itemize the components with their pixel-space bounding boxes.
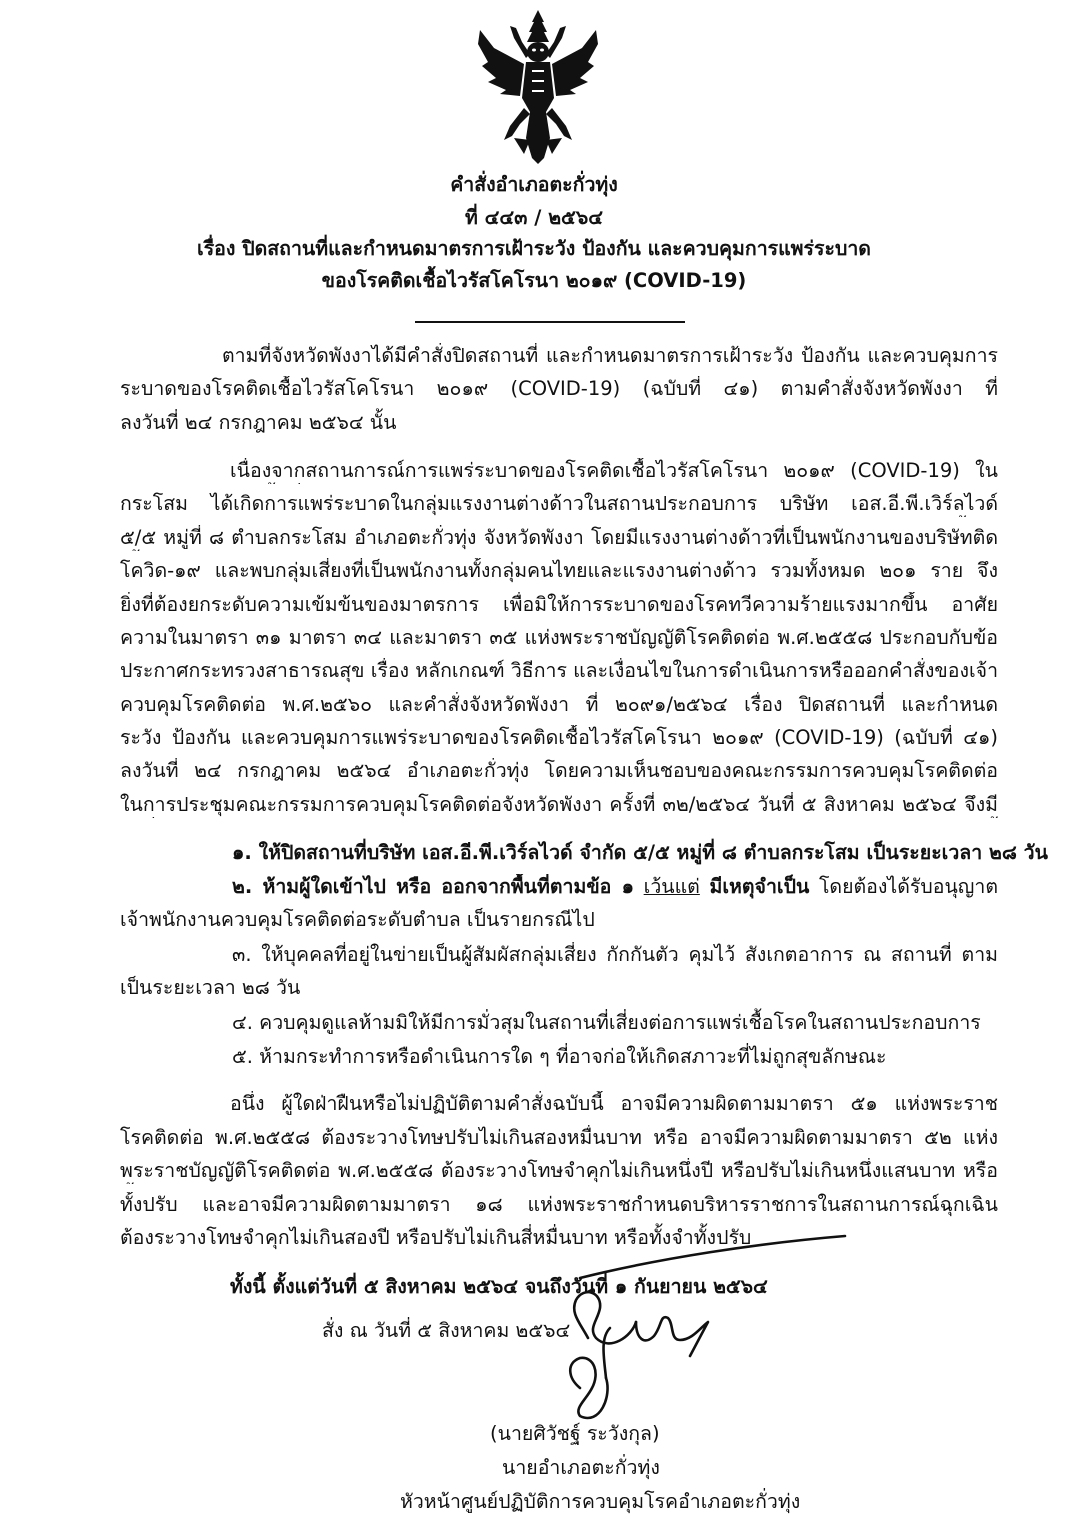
order-item-2-line2: เจ้าพนักงานควบคุมโรคติดต่อระดับตำบล เป็นรายกรณีไป (120, 908, 595, 931)
order-title: คำสั่งอำเภอตะกั่วทุ่ง (450, 173, 618, 196)
handwritten-signature (540, 1228, 860, 1428)
paragraph2-line: ๕/๕ หมู่ที่ ๘ ตำบลกระโสม อำเภอตะกั่วทุ่ง จังหวัดพังงา โดยมีแรงงานต่างด้าวที่เป็นพนักงานของบริษัทติด (120, 526, 998, 549)
penalty-line: ทั้งปรับ และอาจมีความผิดตามมาตรา ๑๘ แห่งพระราชกำหนดบริหารราชการในสถานการณ์ฉุกเฉิน (120, 1193, 998, 1216)
penalty-line: พระราชบัญญัติโรคติดต่อ พ.ศ.๒๕๕๘ ต้องระวางโทษจำคุกไม่เกินหนึ่งปี หรือปรับไม่เกินหนึ่งแสนบาท หรือ (120, 1159, 998, 1182)
signatory-name: (นายศิวัชฐ์ ระวังกุล) (490, 1422, 660, 1445)
paragraph2-line: เนื่องจากสถานการณ์การแพร่ระบาดของโรคติดเชื้อไวรัสโคโรนา ๒๐๑๙ (COVID-19) ใน (230, 459, 998, 482)
order-item-3-line2: เป็นระยะเวลา ๒๘ วัน (120, 976, 301, 999)
order-item-2-rest: โดยต้องได้รับอนุญาต (818, 875, 998, 898)
signatory-position-2: หัวหน้าศูนย์ปฏิบัติการควบคุมโรคอำเภอตะกั่วทุ่ง (400, 1490, 801, 1513)
paragraph1-line: ลงวันที่ ๒๔ กรกฎาคม ๒๕๖๔ นั้น (120, 411, 397, 434)
penalty-line: อนึ่ง ผู้ใดฝ่าฝืนหรือไม่ปฏิบัติตามคำสั่งฉบับนี้ อาจมีความผิดตามมาตรา ๕๑ แห่งพระราช (230, 1092, 998, 1115)
garuda-emblem-icon (474, 8, 602, 166)
paragraph2-line: ความในมาตรา ๓๑ มาตรา ๓๔ และมาตรา ๓๕ แห่งพระราชบัญญัติโรคติดต่อ พ.ศ.๒๕๕๘ ประกอบกับข้อ (120, 626, 998, 649)
order-item-1: ๑. ให้ปิดสถานที่บริษัท เอส.อี.พี.เวิร์ลไวด์ จำกัด ๕/๕ หมู่ที่ ๘ ตำบลกระโสม เป็นระยะเวลา ๒๘ วัน (232, 841, 1048, 864)
penalty-line: โรคติดต่อ พ.ศ.๒๕๕๘ ต้องระวางโทษปรับไม่เกินสองหมื่นบาท หรือ อาจมีความผิดตามมาตรา ๕๒ แห่ง (120, 1126, 998, 1149)
paragraph2-line: ลงวันที่ ๒๔ กรกฎาคม ๒๕๖๔ อำเภอตะกั่วทุ่ง โดยความเห็นชอบของคณะกรรมการควบคุมโรคติดต่อ (120, 759, 998, 782)
signatory-position-1: นายอำเภอตะกั่วทุ่ง (502, 1456, 660, 1479)
ordered-date: สั่ง ณ วันที่ ๕ สิงหาคม ๒๕๖๔ (322, 1319, 571, 1342)
paragraph2-line: ยิ่งที่ต้องยกระดับความเข้มข้นของมาตรการ เพื่อมิให้การระบาดของโรคทวีความร้ายแรงมากขึ้น อาศัย (120, 593, 998, 616)
paragraph2-line: ควบคุมโรคติดต่อ พ.ศ.๒๕๖๐ และคำสั่งจังหวัดพังงา ที่ ๒๐๙๑/๒๕๖๔ เรื่อง ปิดสถานที่ และกำหนด (120, 693, 998, 716)
paragraph2-line: ระวัง ป้องกัน และควบคุมการแพร่ระบาดของโรคติดเชื้อไวรัสโคโรนา ๒๐๑๙ (COVID-19) (ฉบับที่ ๔๑) (120, 726, 998, 749)
order-number: ที่ ๔๔๓ / ๒๕๖๔ (465, 206, 603, 229)
paragraph2-line: กระโสม ได้เกิดการแพร่ระบาดในกลุ่มแรงงานต่างด้าวในสถานประกอบการ บริษัท เอส.อี.พี.เวิร์ลไวด์ (120, 492, 998, 515)
paragraph1-line: ระบาดของโรคติดเชื้อไวรัสโคโรนา ๒๐๑๙ (COVID-19) (ฉบับที่ ๔๑) ตามคำสั่งจังหวัดพังงา ที่ (120, 377, 998, 400)
subject-line-2: ของโรคติดเชื้อไวรัสโคโรนา ๒๐๑๙ (COVID-19) (321, 269, 747, 292)
paragraph2-line: ในการประชุมคณะกรรมการควบคุมโรคติดต่อจังหวัดพังงา ครั้งที่ ๓๒/๒๕๖๔ วันที่ ๕ สิงหาคม ๒๕๖๔ จึงมี (120, 793, 998, 816)
subject-line-1: เรื่อง ปิดสถานที่และกำหนดมาตรการเฝ้าระวัง ป้องกัน และควบคุมการแพร่ระบาด (197, 237, 871, 260)
order-item-3: ๓. ให้บุคคลที่อยู่ในข่ายเป็นผู้สัมผัสกลุ่มเสี่ยง กักกันตัว คุมไว้ สังเกตอาการ ณ สถานที่ ตาม (232, 943, 998, 966)
header-divider (415, 321, 685, 323)
effective-period: ทั้งนี้ ตั้งแต่วันที่ ๕ สิงหาคม ๒๕๖๔ จนถึงวันที่ ๑ กันยายน ๒๕๖๔ (230, 1275, 768, 1298)
penalty-line: ต้องระวางโทษจำคุกไม่เกินสองปี หรือปรับไม่เกินสี่หมื่นบาท หรือทั้งจำทั้งปรับ (120, 1226, 752, 1249)
order-item-2-bold2: มีเหตุจำเป็น (709, 875, 810, 898)
paragraph1-line: ตามที่จังหวัดพังงาได้มีคำสั่งปิดสถานที่ และกำหนดมาตรการเฝ้าระวัง ป้องกัน และควบคุมการ (222, 344, 998, 367)
order-item-2 (232, 874, 998, 900)
order-item-4: ๔. ควบคุมดูแลห้ามมิให้มีการมั่วสุมในสถานที่เสี่ยงต่อการแพร่เชื้อโรคในสถานประกอบการ (232, 1011, 981, 1034)
order-item-5: ๕. ห้ามกระทำการหรือดำเนินการใด ๆ ที่อาจก่อให้เกิดสภาวะที่ไม่ถูกสุขลักษณะ (232, 1045, 887, 1068)
paragraph2-line: ประกาศกระทรวงสาธารณสุข เรื่อง หลักเกณฑ์ วิธีการ และเงื่อนไขในการดำเนินการหรือออกคำสั่งของเจ้า (120, 659, 998, 682)
order-item-2-underlined: เว้นแต่ (643, 875, 700, 898)
order-item-2-bold: ๒. ห้ามผู้ใดเข้าไป หรือ ออกจากพื้นที่ตามข้อ ๑ (232, 875, 634, 898)
paragraph2-line: โควิด-๑๙ และพบกลุ่มเสี่ยงที่เป็นพนักงานทั้งกลุ่มคนไทยและแรงงานต่างด้าว รวมทั้งหมด ๒๐๑ ราย จึง (120, 559, 998, 582)
